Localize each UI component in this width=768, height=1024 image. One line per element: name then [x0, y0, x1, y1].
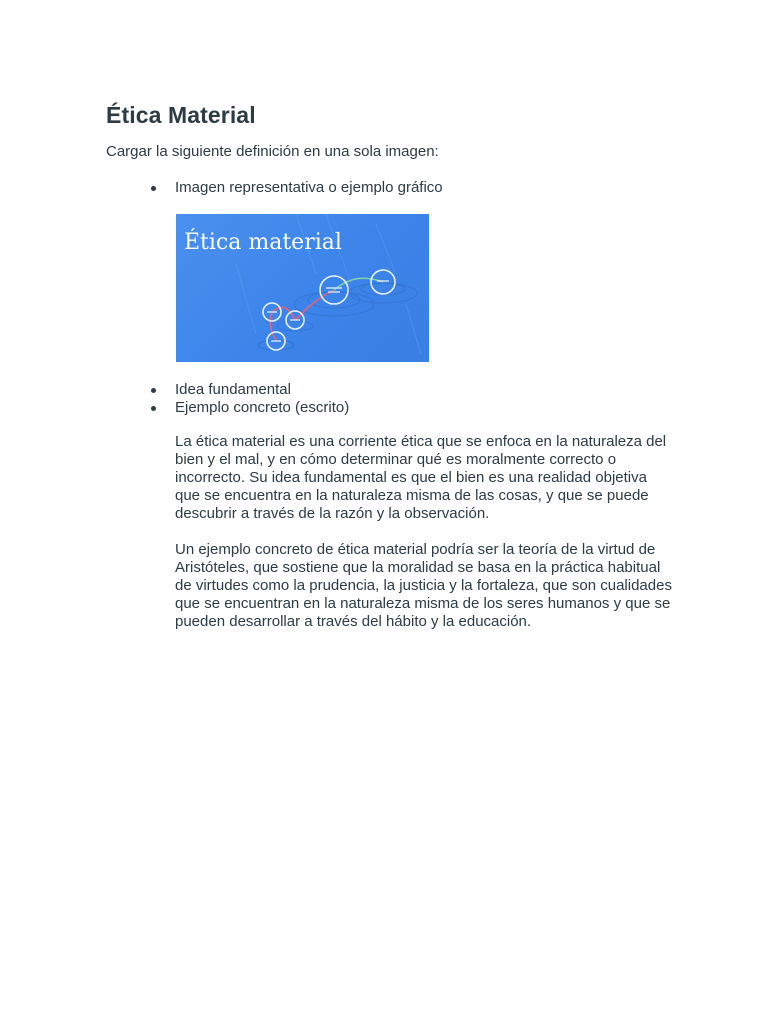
paragraph: Un ejemplo concreto de ética material podría ser la teoría de la virtud de Aristóteles, que sostiene que la moralidad se basa en la práctica habitual de virtudes como la prudencia, la justicia y la fortaleza, que son cualidades que se encuentran en la naturaleza misma de los seres humanos y que se pueden desarrollar a través del hábito y la educación. — [175, 541, 672, 630]
bullet-icon — [151, 186, 156, 191]
list-item-label: Imagen representativa o ejemplo gráfico — [175, 179, 443, 196]
intro-text: Cargar la siguiente definición en una sola imagen: — [106, 143, 439, 160]
list-item-label: Ejemplo concreto (escrito) — [175, 399, 350, 416]
paragraph: La ética material es una corriente ética que se enfoca en la naturaleza del bien y el mal, y en cómo determinar qué es moralmente correcto o incorrecto. Su idea fundamental es que el bien es una realidad objetiva que se encuentra en la naturaleza misma de las cosas, y que se puede descubrir a través de la razón y la observación. — [175, 433, 667, 522]
list-item-label: Idea fundamental — [175, 381, 291, 398]
representative-image — [176, 214, 429, 362]
image-title: Ética material — [184, 230, 342, 255]
bullet-icon — [151, 406, 156, 411]
page-title: Ética Material — [106, 102, 256, 128]
bullet-icon — [151, 388, 156, 393]
